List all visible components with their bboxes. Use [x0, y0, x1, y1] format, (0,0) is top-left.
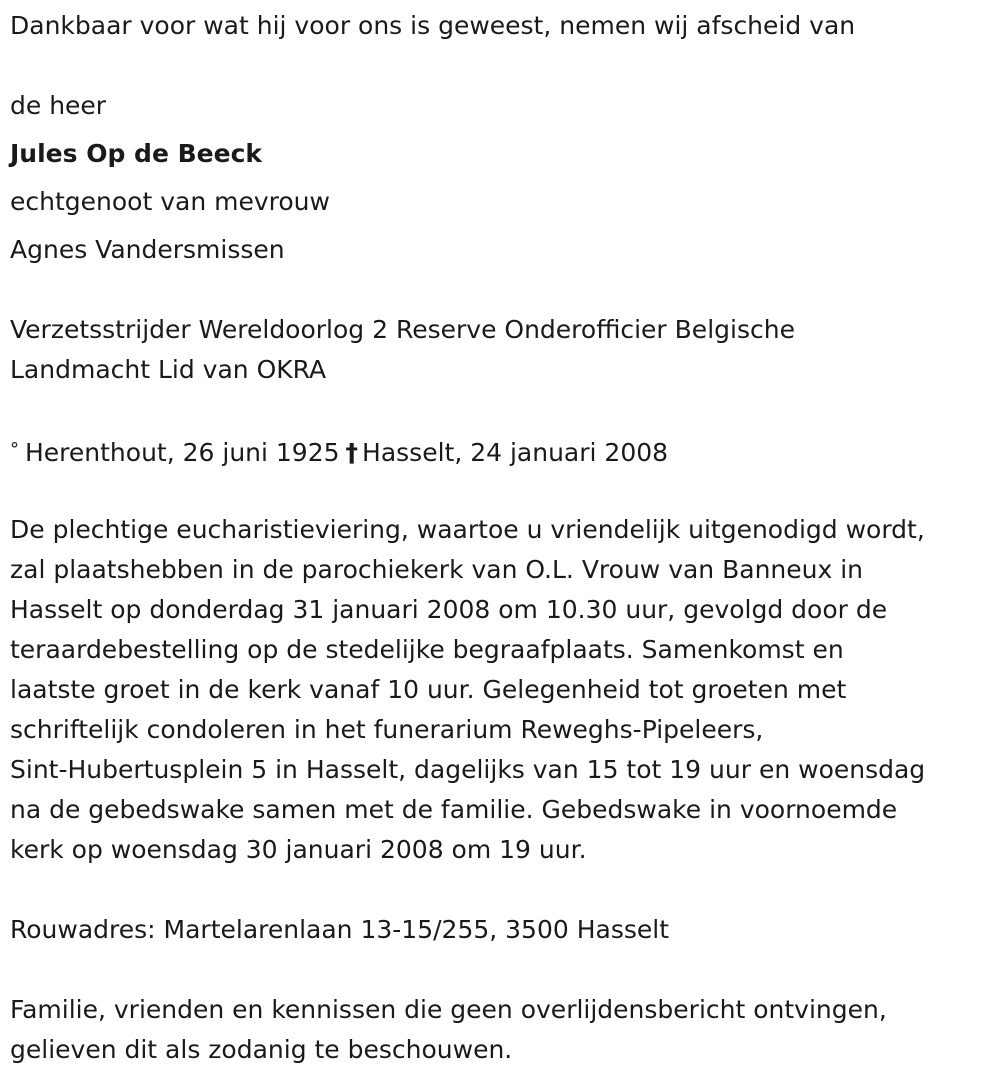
closing-paragraph	[10, 990, 990, 1070]
mourning-address: Rouwadres: Martelarenlaan 13-15/255, 3500 Hasselt	[10, 915, 670, 944]
titles-paragraph	[10, 310, 990, 390]
titles-line: Landmacht Lid van OKRA	[10, 355, 327, 384]
death-date: Hasselt, 24 januari 2008	[362, 438, 669, 467]
birth-date: Herenthout, 26 juni 1925	[25, 438, 340, 467]
ceremony-line: laatste groet in de kerk vanaf 10 uur. Gelegenheid tot groeten met	[10, 675, 847, 704]
spouse-name: Agnes Vandersmissen	[10, 235, 285, 264]
death-cross-icon: †	[345, 438, 359, 467]
titles-line: Verzetsstrijder Wereldoorlog 2 Reserve Onderofficier Belgische	[10, 315, 795, 344]
salutation-text: de heer	[10, 91, 107, 120]
ceremony-line: Sint-Hubertusplein 5 in Hasselt, dagelijks van 15 tot 19 uur en woensdag	[10, 755, 926, 784]
closing-line: gelieven dit als zodanig te beschouwen.	[10, 1035, 513, 1064]
ceremony-line: zal plaatshebben in de parochiekerk van O.L. Vrouw van Banneux in	[10, 555, 864, 584]
ceremony-line: schriftelijk condoleren in het funerarium Reweghs-Pipeleers,	[10, 715, 764, 744]
intro-text: Dankbaar voor wat hij voor ons is geweest, nemen wij afscheid van	[10, 11, 856, 40]
ceremony-line: De plechtige eucharistieviering, waartoe u vriendelijk uitgenodigd wordt,	[10, 515, 925, 544]
ceremony-line: Hasselt op donderdag 31 januari 2008 om 10.30 uur, gevolgd door de	[10, 595, 888, 624]
ceremony-line: na de gebedswake samen met de familie. Gebedswake in voornoemde	[10, 795, 898, 824]
birth-symbol: °	[10, 439, 19, 460]
closing-line: Familie, vrienden en kennissen die geen overlijdensbericht ontvingen,	[10, 995, 887, 1024]
relation-text: echtgenoot van mevrouw	[10, 187, 330, 216]
deceased-name: Jules Op de Beeck	[10, 139, 263, 168]
ceremony-line: kerk op woensdag 30 januari 2008 om 19 uur.	[10, 835, 587, 864]
life-dates	[10, 430, 668, 473]
ceremony-paragraph	[10, 510, 990, 870]
ceremony-line: teraardebestelling op de stedelijke begraafplaats. Samenkomst en	[10, 635, 844, 664]
